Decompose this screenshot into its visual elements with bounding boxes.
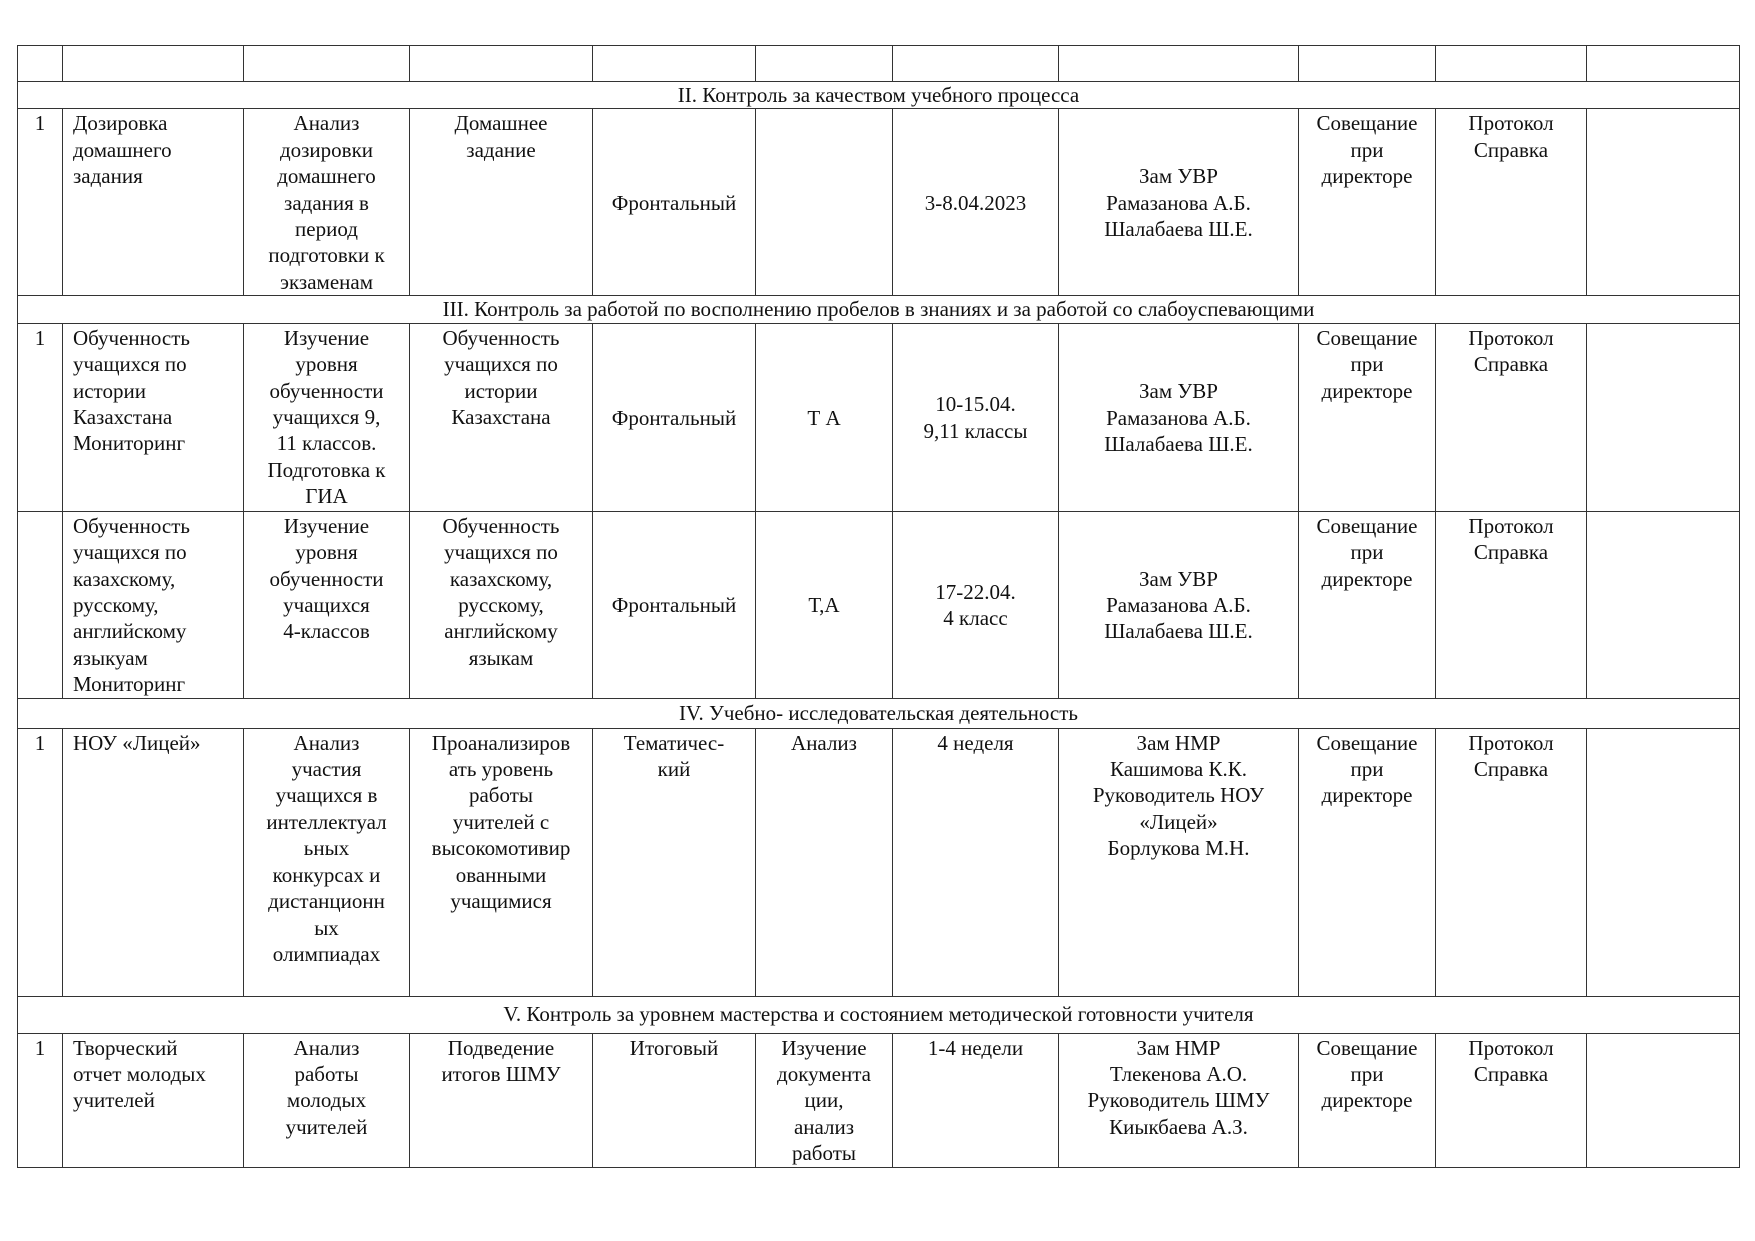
responsible-person: Зам НМР Кашимова К.К. Руководитель НОУ «Лицей» Борлукова М.Н. bbox=[1059, 728, 1299, 996]
control-date: 4 неделя bbox=[893, 728, 1059, 996]
empty-cell bbox=[1059, 46, 1299, 82]
control-goal: Анализ участия учащихся в интеллектуал ьных конкурсах и дистанционн ых олимпиадах bbox=[244, 728, 410, 996]
result-document: Протокол Справка bbox=[1436, 511, 1587, 698]
empty-header-row bbox=[18, 46, 1740, 82]
control-type: Фронтальный bbox=[593, 323, 756, 511]
section-heading: II. Контроль за качеством учебного процесса bbox=[18, 82, 1740, 109]
control-method bbox=[756, 109, 893, 296]
review-place: Совещание при директоре bbox=[1299, 109, 1436, 296]
extra-cell bbox=[1587, 1033, 1740, 1167]
control-goal: Анализ работы молодых учителей bbox=[244, 1033, 410, 1167]
section-heading: V. Контроль за уровнем мастерства и состоянием методической готовности учителя bbox=[18, 996, 1740, 1033]
section-heading: IV. Учебно- исследовательская деятельность bbox=[18, 698, 1740, 728]
review-place: Совещание при директоре bbox=[1299, 323, 1436, 511]
control-goal: Анализ дозировки домашнего задания в период подготовки к экзаменам bbox=[244, 109, 410, 296]
table-row bbox=[18, 728, 1740, 996]
table-row bbox=[18, 511, 1740, 698]
control-goal: Изучение уровня обученности учащихся 4-классов bbox=[244, 511, 410, 698]
section-row bbox=[18, 698, 1740, 728]
control-topic: Дозировка домашнего задания bbox=[63, 109, 244, 296]
control-object: Обученность учащихся по казахскому, русскому, английскому языкам bbox=[410, 511, 593, 698]
empty-cell bbox=[1587, 46, 1740, 82]
review-place: Совещание при директоре bbox=[1299, 511, 1436, 698]
row-number: 1 bbox=[18, 109, 63, 296]
control-type: Тематичес- кий bbox=[593, 728, 756, 996]
control-method: Изучение документа ции, анализ работы bbox=[756, 1033, 893, 1167]
row-number: 1 bbox=[18, 728, 63, 996]
extra-cell bbox=[1587, 728, 1740, 996]
responsible-person: Зам НМР Тлекенова А.О. Руководитель ШМУ Киыкбаева А.З. bbox=[1059, 1033, 1299, 1167]
row-number bbox=[18, 511, 63, 698]
responsible-person: Зам УВР Рамазанова А.Б. Шалабаева Ш.Е. bbox=[1059, 511, 1299, 698]
empty-cell bbox=[63, 46, 244, 82]
control-method: Т А bbox=[756, 323, 893, 511]
row-number: 1 bbox=[18, 1033, 63, 1167]
empty-cell bbox=[893, 46, 1059, 82]
control-date: 10-15.04. 9,11 классы bbox=[893, 323, 1059, 511]
empty-cell bbox=[18, 46, 63, 82]
review-place: Совещание при директоре bbox=[1299, 1033, 1436, 1167]
empty-cell bbox=[1299, 46, 1436, 82]
extra-cell bbox=[1587, 511, 1740, 698]
control-object: Проанализиров ать уровень работы учителей с высокомотивир ованными учащимися bbox=[410, 728, 593, 996]
empty-cell bbox=[593, 46, 756, 82]
section-row bbox=[18, 82, 1740, 109]
section-row bbox=[18, 996, 1740, 1033]
control-method: Анализ bbox=[756, 728, 893, 996]
responsible-person: Зам УВР Рамазанова А.Б. Шалабаева Ш.Е. bbox=[1059, 323, 1299, 511]
row-number: 1 bbox=[18, 323, 63, 511]
control-topic: НОУ «Лицей» bbox=[63, 728, 244, 996]
control-type: Фронтальный bbox=[593, 511, 756, 698]
control-plan-table bbox=[17, 45, 1740, 1168]
extra-cell bbox=[1587, 323, 1740, 511]
result-document: Протокол Справка bbox=[1436, 728, 1587, 996]
control-topic: Обученность учащихся по истории Казахстана Мониторинг bbox=[63, 323, 244, 511]
responsible-person: Зам УВР Рамазанова А.Б. Шалабаева Ш.Е. bbox=[1059, 109, 1299, 296]
table-row bbox=[18, 1033, 1740, 1167]
control-object: Домашнее задание bbox=[410, 109, 593, 296]
result-document: Протокол Справка bbox=[1436, 323, 1587, 511]
empty-cell bbox=[756, 46, 893, 82]
control-topic: Обученность учащихся по казахскому, русскому, английскому языкуам Мониторинг bbox=[63, 511, 244, 698]
section-row bbox=[18, 296, 1740, 323]
control-topic: Творческий отчет молодых учителей bbox=[63, 1033, 244, 1167]
control-method: Т,А bbox=[756, 511, 893, 698]
control-date: 3-8.04.2023 bbox=[893, 109, 1059, 296]
control-type: Итоговый bbox=[593, 1033, 756, 1167]
control-date: 1-4 недели bbox=[893, 1033, 1059, 1167]
extra-cell bbox=[1587, 109, 1740, 296]
empty-cell bbox=[244, 46, 410, 82]
control-date: 17-22.04. 4 класс bbox=[893, 511, 1059, 698]
result-document: Протокол Справка bbox=[1436, 109, 1587, 296]
table-row bbox=[18, 323, 1740, 511]
result-document: Протокол Справка bbox=[1436, 1033, 1587, 1167]
table-row bbox=[18, 109, 1740, 296]
section-heading: III. Контроль за работой по восполнению пробелов в знаниях и за работой со слабоуспевающими bbox=[18, 296, 1740, 323]
empty-cell bbox=[1436, 46, 1587, 82]
control-object: Обученность учащихся по истории Казахстана bbox=[410, 323, 593, 511]
empty-cell bbox=[410, 46, 593, 82]
control-goal: Изучение уровня обученности учащихся 9, 11 классов. Подготовка к ГИА bbox=[244, 323, 410, 511]
control-object: Подведение итогов ШМУ bbox=[410, 1033, 593, 1167]
review-place: Совещание при директоре bbox=[1299, 728, 1436, 996]
control-type: Фронтальный bbox=[593, 109, 756, 296]
